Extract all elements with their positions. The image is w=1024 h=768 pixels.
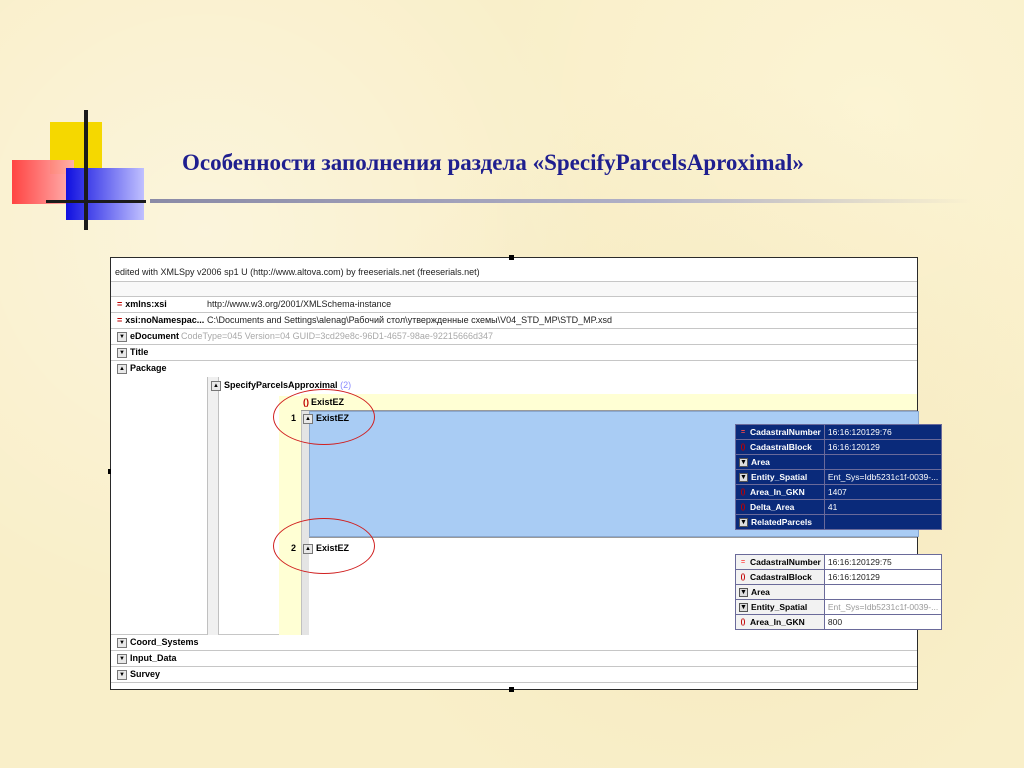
attr-row[interactable] — [736, 425, 942, 440]
collapse-toggle-icon[interactable]: ▼ — [740, 604, 747, 612]
collapse-toggle-icon[interactable]: ▼ — [117, 638, 127, 648]
logo-red-square — [12, 160, 74, 204]
expand-toggle-icon[interactable]: ▲ — [303, 414, 313, 424]
collapse-toggle-icon[interactable]: ▼ — [117, 670, 127, 680]
attr-key: CadastralBlock — [750, 572, 812, 582]
highlight-circle-1 — [273, 389, 375, 445]
attr-row[interactable] — [736, 485, 942, 500]
attr-row[interactable] — [736, 515, 942, 530]
header-comment-row — [111, 263, 917, 282]
package-left-gutter — [207, 377, 219, 635]
attribute-icon: = — [117, 315, 123, 325]
attr-key: Entity_Spatial — [751, 601, 808, 612]
expand-toggle-icon[interactable]: ▲ — [117, 364, 127, 374]
attr-row[interactable] — [736, 585, 942, 600]
expand-toggle-icon[interactable]: ▲ — [303, 544, 313, 554]
attr-value[interactable]: 800 — [824, 615, 941, 630]
highlight-circle-2 — [273, 518, 375, 574]
attr-value[interactable] — [824, 455, 941, 470]
attr-row[interactable] — [736, 470, 942, 485]
header-comment-text: edited with XMLSpy v2006 sp1 U (http://www.altova.com) by freeserials.net (freeserials.net) — [115, 267, 480, 277]
attr-row[interactable] — [736, 455, 942, 470]
title-underline — [150, 199, 972, 203]
element-icon: () — [740, 573, 746, 581]
row-title[interactable] — [111, 345, 917, 361]
attr-value[interactable] — [824, 585, 941, 600]
collapse-toggle-icon[interactable]: ▼ — [740, 459, 747, 467]
row-value: CodeType=045 Version=04 GUID=3cd29e8c-96D1-4657-98ae-92215666d347 — [181, 331, 493, 341]
existez-2-attributes — [735, 554, 942, 630]
specify-parcels-label: SpecifyParcelsApproximal — [224, 380, 338, 390]
attr-row[interactable] — [736, 555, 942, 570]
existez-item-label: ExistEZ — [316, 413, 350, 423]
element-icon: () — [740, 618, 746, 626]
collapse-toggle-icon[interactable]: ▼ — [117, 348, 127, 358]
row-input-data[interactable] — [111, 651, 917, 667]
attr-row[interactable] — [736, 570, 942, 585]
item-index: 2 — [291, 543, 297, 553]
attr-value[interactable]: Ent_Sys=Idb5231c1f-0039-... — [824, 470, 941, 485]
attr-key: Area_In_GKN — [750, 487, 805, 497]
element-icon: () — [740, 503, 746, 511]
attr-key: Delta_Area — [750, 502, 795, 512]
attr-row[interactable] — [736, 500, 942, 515]
existez-header-label: ExistEZ — [311, 397, 345, 407]
attr-value[interactable]: 16:16:120129 — [824, 570, 941, 585]
attr-row[interactable] — [736, 600, 942, 615]
row-label: Title — [130, 347, 149, 357]
existez-item-label: ExistEZ — [316, 543, 350, 553]
collapse-toggle-icon[interactable]: ▼ — [740, 474, 747, 482]
attr-key: CadastralBlock — [750, 442, 812, 452]
row-label: Survey — [130, 669, 161, 679]
attr-value[interactable]: 16:16:120129:75 — [824, 555, 941, 570]
row-label: eDocument — [130, 331, 180, 341]
attr-value[interactable]: 16:16:120129 — [824, 440, 941, 455]
attr-row[interactable] — [736, 440, 942, 455]
attr-key: RelatedParcels — [751, 516, 812, 527]
row-edocument[interactable] — [111, 329, 917, 345]
attr-row[interactable] — [736, 615, 942, 630]
row-label: Package — [130, 363, 167, 373]
element-icon: () — [303, 397, 309, 407]
row-value: C:\Documents and Settings\alenag\Рабочий стол\утвержденные схемы\V04_STD_MP\STD_MP.xsd — [207, 315, 613, 325]
attr-key: CadastralNumber — [750, 427, 821, 437]
attribute-icon: = — [117, 299, 123, 309]
collapse-toggle-icon[interactable]: ▼ — [740, 519, 747, 527]
resize-handle-bottom[interactable] — [509, 687, 514, 692]
attr-value[interactable]: 16:16:120129:76 — [824, 425, 941, 440]
row-value: http://www.w3.org/2001/XMLSchema-instance — [207, 299, 392, 309]
existez-1-attributes — [735, 424, 942, 530]
attr-key: Area_In_GKN — [750, 617, 805, 627]
row-xsi-nonamespace[interactable] — [111, 313, 917, 329]
attr-value[interactable] — [824, 515, 941, 530]
existez-header-row[interactable] — [301, 394, 917, 411]
slide-logo — [10, 110, 150, 235]
collapse-toggle-icon[interactable]: ▼ — [740, 589, 747, 597]
resize-handle-top[interactable] — [509, 255, 514, 260]
blank-row — [111, 282, 917, 297]
attr-key: Area — [751, 456, 770, 467]
item-index: 1 — [291, 413, 297, 423]
xmlspy-grid-panel — [110, 257, 939, 690]
row-package[interactable] — [111, 361, 939, 635]
row-label: xmlns:xsi — [125, 299, 167, 309]
attribute-icon: = — [740, 558, 746, 566]
collapse-toggle-icon[interactable]: ▼ — [117, 332, 127, 342]
logo-vertical-line — [84, 110, 88, 230]
element-icon: () — [740, 443, 746, 451]
attr-key: CadastralNumber — [750, 557, 821, 567]
row-label: Coord_Systems — [130, 637, 199, 647]
attr-key: Entity_Spatial — [751, 471, 808, 482]
specify-parcels-count: (2) — [340, 380, 352, 390]
logo-horizontal-line — [46, 200, 146, 203]
row-survey[interactable] — [111, 667, 917, 683]
row-coord-systems[interactable] — [111, 635, 917, 651]
expand-toggle-icon[interactable]: ▲ — [211, 381, 221, 391]
attribute-icon: = — [740, 428, 746, 436]
attr-value[interactable]: 41 — [824, 500, 941, 515]
row-xmlns-xsi[interactable] — [111, 297, 917, 313]
collapse-toggle-icon[interactable]: ▼ — [117, 654, 127, 664]
row-label: Input_Data — [130, 653, 177, 663]
attr-value[interactable]: Ent_Sys=Idb5231c1f-0039-... — [824, 600, 941, 615]
slide-title: Особенности заполнения раздела «SpecifyParcelsAproximal» — [182, 150, 804, 175]
attr-key: Area — [751, 586, 770, 597]
logo-blue-square — [66, 168, 144, 220]
row-label: xsi:noNamespac... — [125, 315, 205, 325]
element-icon: () — [740, 488, 746, 496]
attr-value[interactable]: 1407 — [824, 485, 941, 500]
